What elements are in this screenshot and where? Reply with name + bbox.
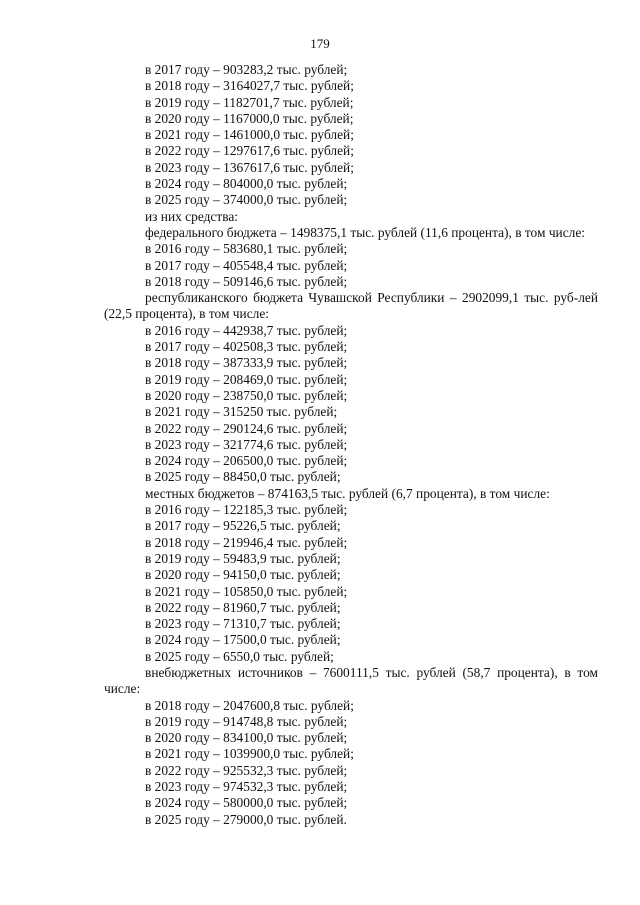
republic-2025: в 2025 году – 88450,0 тыс. рублей;: [145, 469, 341, 485]
extrabudgetary-2024: в 2024 году – 580000,0 тыс. рублей;: [145, 795, 348, 811]
federal-2016: в 2016 году – 583680,1 тыс. рублей;: [145, 241, 348, 257]
extrabudgetary-2023: в 2023 году – 974532,3 тыс. рублей;: [145, 779, 348, 795]
total-2022: в 2022 году – 1297617,6 тыс. рублей;: [145, 143, 354, 159]
local-2025: в 2025 году – 6550,0 тыс. рублей;: [145, 648, 334, 664]
local-2017: в 2017 году – 95226,5 тыс. рублей;: [145, 518, 341, 534]
local-2024: в 2024 году – 17500,0 тыс. рублей;: [145, 632, 341, 648]
extrabudgetary-2022: в 2022 году – 925532,3 тыс. рублей;: [145, 762, 348, 778]
republic-2022: в 2022 году – 290124,6 тыс. рублей;: [145, 420, 348, 436]
funds-intro: из них средства:: [145, 208, 239, 224]
republic-2023: в 2023 году – 321774,6 тыс. рублей;: [145, 436, 348, 452]
total-2023: в 2023 году – 1367617,6 тыс. рублей;: [145, 159, 354, 175]
extrabudgetary-2025: в 2025 году – 279000,0 тыс. рублей.: [145, 811, 347, 827]
local-2016: в 2016 году – 122185,3 тыс. рублей;: [145, 502, 348, 518]
extrabudgetary-heading: внебюджетных источников – 7600111,5 тыс. рублей (58,7 процента), в том числе:: [104, 664, 598, 697]
extrabudgetary-2019: в 2019 году – 914748,8 тыс. рублей;: [145, 713, 348, 729]
republic-2024: в 2024 году – 206500,0 тыс. рублей;: [145, 453, 348, 469]
extrabudgetary-2020: в 2020 году – 834100,0 тыс. рублей;: [145, 730, 348, 746]
page-number: 179: [310, 36, 330, 51]
republic-2016: в 2016 году – 442938,7 тыс. рублей;: [145, 322, 348, 338]
republic-2019: в 2019 году – 208469,0 тыс. рублей;: [145, 371, 348, 387]
republic-2021: в 2021 году – 315250 тыс. рублей;: [145, 404, 338, 420]
total-2020: в 2020 году – 1167000,0 тыс. рублей;: [145, 110, 354, 126]
local-2023: в 2023 году – 71310,7 тыс. рублей;: [145, 616, 341, 632]
total-2019: в 2019 году – 1182701,7 тыс. рублей;: [145, 94, 354, 110]
local-2019: в 2019 году – 59483,9 тыс. рублей;: [145, 550, 341, 566]
total-2024: в 2024 году – 804000,0 тыс. рублей;: [145, 176, 348, 192]
local-2018: в 2018 году – 219946,4 тыс. рублей;: [145, 534, 348, 550]
document-body: [104, 62, 598, 828]
republic-heading: республиканского бюджета Чувашской Республики – 2902099,1 тыс. руб-лей (22,5 процента), в том числе:: [104, 290, 598, 322]
local-heading: местных бюджетов – 874163,5 тыс. рублей (6,7 процента), в том числе:: [145, 485, 550, 501]
local-2020: в 2020 году – 94150,0 тыс. рублей;: [145, 567, 341, 583]
total-2018: в 2018 году – 3164027,7 тыс. рублей;: [145, 78, 354, 94]
extrabudgetary-2018: в 2018 году – 2047600,8 тыс. рублей;: [145, 697, 354, 713]
federal-heading: федерального бюджета – 1498375,1 тыс. рублей (11,6 процента), в том числе:: [145, 224, 586, 240]
local-2021: в 2021 году – 105850,0 тыс. рублей;: [145, 583, 348, 599]
total-2021: в 2021 году – 1461000,0 тыс. рублей;: [145, 127, 354, 143]
federal-2017: в 2017 году – 405548,4 тыс. рублей;: [145, 257, 348, 273]
federal-2018: в 2018 году – 509146,6 тыс. рублей;: [145, 273, 348, 289]
total-2025: в 2025 году – 374000,0 тыс. рублей;: [145, 192, 348, 208]
extrabudgetary-2021: в 2021 году – 1039900,0 тыс. рублей;: [145, 746, 354, 762]
local-2022: в 2022 году – 81960,7 тыс. рублей;: [145, 599, 341, 615]
republic-2020: в 2020 году – 238750,0 тыс. рублей;: [145, 387, 348, 403]
republic-2017: в 2017 году – 402508,3 тыс. рублей;: [145, 339, 348, 355]
republic-2018: в 2018 году – 387333,9 тыс. рублей;: [145, 355, 348, 371]
total-2017: в 2017 году – 903283,2 тыс. рублей;: [145, 62, 348, 77]
